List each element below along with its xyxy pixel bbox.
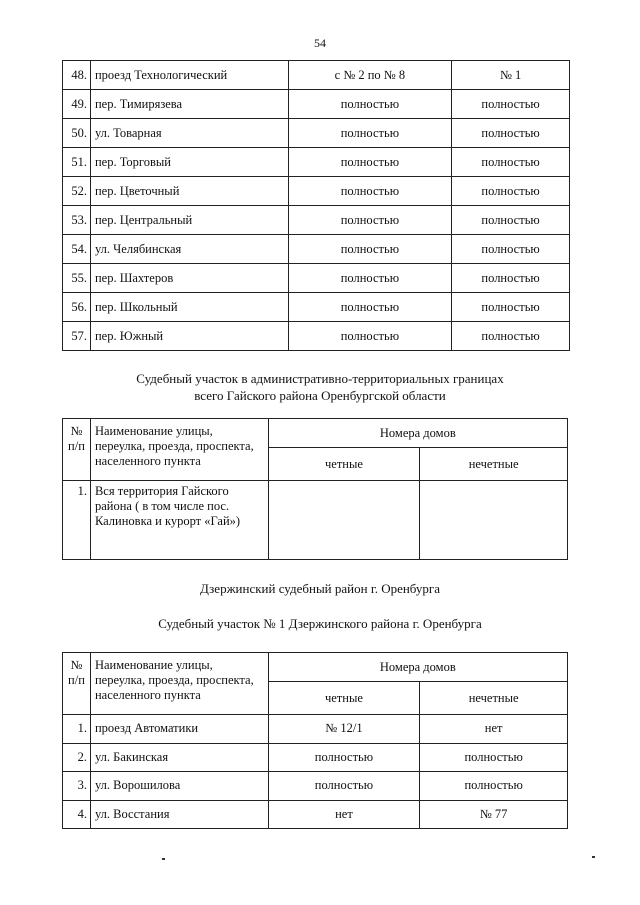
row-number: 57.: [63, 322, 91, 351]
even-houses: полностью: [288, 264, 452, 293]
row-number: 50.: [63, 119, 91, 148]
dzerzhinsky-section1-table: [62, 652, 568, 829]
scan-mark: [592, 856, 595, 858]
even-houses: [268, 481, 420, 560]
page-number: 54: [314, 36, 326, 50]
odd-houses: полностью: [452, 206, 570, 235]
odd-houses: полностью: [452, 90, 570, 119]
odd-houses: полностью: [420, 743, 568, 772]
even-houses: полностью: [288, 206, 452, 235]
street-name: ул. Товарная: [90, 119, 288, 148]
scan-mark: [162, 858, 165, 860]
even-houses: полностью: [288, 322, 452, 351]
odd-houses: полностью: [452, 264, 570, 293]
odd-houses: № 77: [420, 800, 568, 829]
even-houses: полностью: [288, 177, 452, 206]
row-number: 1.: [63, 481, 91, 560]
odd-houses: полностью: [452, 293, 570, 322]
table-row: [63, 293, 570, 322]
odd-houses: полностью: [452, 148, 570, 177]
table-row: [63, 481, 568, 560]
table-row: [63, 715, 568, 744]
street-name: пер. Школьный: [90, 293, 288, 322]
street-name: ул. Челябинская: [90, 235, 288, 264]
district-title: Дзержинский судебный район г. Оренбурга: [199, 581, 441, 596]
row-number: 48.: [63, 61, 91, 90]
header-house-numbers: Номера домов: [268, 653, 567, 682]
street-name: ул. Восстания: [90, 800, 268, 829]
streets-table-continuation: [62, 60, 570, 351]
header-odd: нечетные: [420, 448, 568, 481]
gai-district-table: [62, 418, 568, 560]
table-row: [63, 206, 570, 235]
row-number: 4.: [63, 800, 91, 829]
table-row: [63, 322, 570, 351]
table-row: [63, 800, 568, 829]
even-houses: полностью: [288, 148, 452, 177]
table-row: [63, 743, 568, 772]
table-row: [63, 177, 570, 206]
odd-houses: полностью: [452, 119, 570, 148]
court-section-title: Судебный участок № 1 Дзержинского района г. Оренбурга: [158, 616, 482, 631]
table-row: [63, 235, 570, 264]
street-name: проезд Автоматики: [90, 715, 268, 744]
row-number: 52.: [63, 177, 91, 206]
row-number: 1.: [63, 715, 91, 744]
row-number: 53.: [63, 206, 91, 235]
odd-houses: полностью: [452, 322, 570, 351]
row-number: 2.: [63, 743, 91, 772]
even-houses: полностью: [268, 743, 420, 772]
table-row: [63, 119, 570, 148]
odd-houses: полностью: [420, 772, 568, 801]
even-houses: нет: [268, 800, 420, 829]
street-name: пер. Торговый: [90, 148, 288, 177]
street-name: пер. Южный: [90, 322, 288, 351]
table-row: [63, 772, 568, 801]
table-row: [63, 148, 570, 177]
section-caption-line2: всего Гайского района Оренбургской области: [194, 388, 446, 403]
odd-houses: нет: [420, 715, 568, 744]
row-number: 51.: [63, 148, 91, 177]
odd-houses: [420, 481, 568, 560]
row-number: 55.: [63, 264, 91, 293]
header-odd: нечетные: [420, 682, 568, 715]
table-row: [63, 90, 570, 119]
even-houses: № 12/1: [268, 715, 420, 744]
header-street-name: Наименование улицы, переулка, проезда, проспекта, населенного пункта: [90, 653, 268, 715]
header-even: четные: [268, 682, 420, 715]
row-number: 56.: [63, 293, 91, 322]
even-houses: полностью: [288, 119, 452, 148]
table-row: [63, 264, 570, 293]
header-even: четные: [268, 448, 420, 481]
even-houses: полностью: [288, 293, 452, 322]
street-name: пер. Цветочный: [90, 177, 288, 206]
street-name: проезд Технологический: [90, 61, 288, 90]
street-name: пер. Шахтеров: [90, 264, 288, 293]
street-name: ул. Бакинская: [90, 743, 268, 772]
street-name: ул. Ворошилова: [90, 772, 268, 801]
row-number: 3.: [63, 772, 91, 801]
header-number: № п/п: [63, 419, 91, 481]
even-houses: полностью: [288, 235, 452, 264]
odd-houses: полностью: [452, 177, 570, 206]
street-name: пер. Тимирязева: [90, 90, 288, 119]
table-row: [63, 61, 570, 90]
header-number: № п/п: [63, 653, 91, 715]
section-caption-line1: Судебный участок в административно-территориальных границах: [136, 371, 504, 386]
header-house-numbers: Номера домов: [268, 419, 567, 448]
row-number: 54.: [63, 235, 91, 264]
odd-houses: № 1: [452, 61, 570, 90]
territory-name: Вся территория Гайского района ( в том числе пос. Калиновка и курорт «Гай»): [90, 481, 268, 560]
street-name: пер. Центральный: [90, 206, 288, 235]
header-street-name: Наименование улицы, переулка, проезда, проспекта, населенного пункта: [90, 419, 268, 481]
row-number: 49.: [63, 90, 91, 119]
even-houses: полностью: [268, 772, 420, 801]
even-houses: с № 2 по № 8: [288, 61, 452, 90]
even-houses: полностью: [288, 90, 452, 119]
odd-houses: полностью: [452, 235, 570, 264]
